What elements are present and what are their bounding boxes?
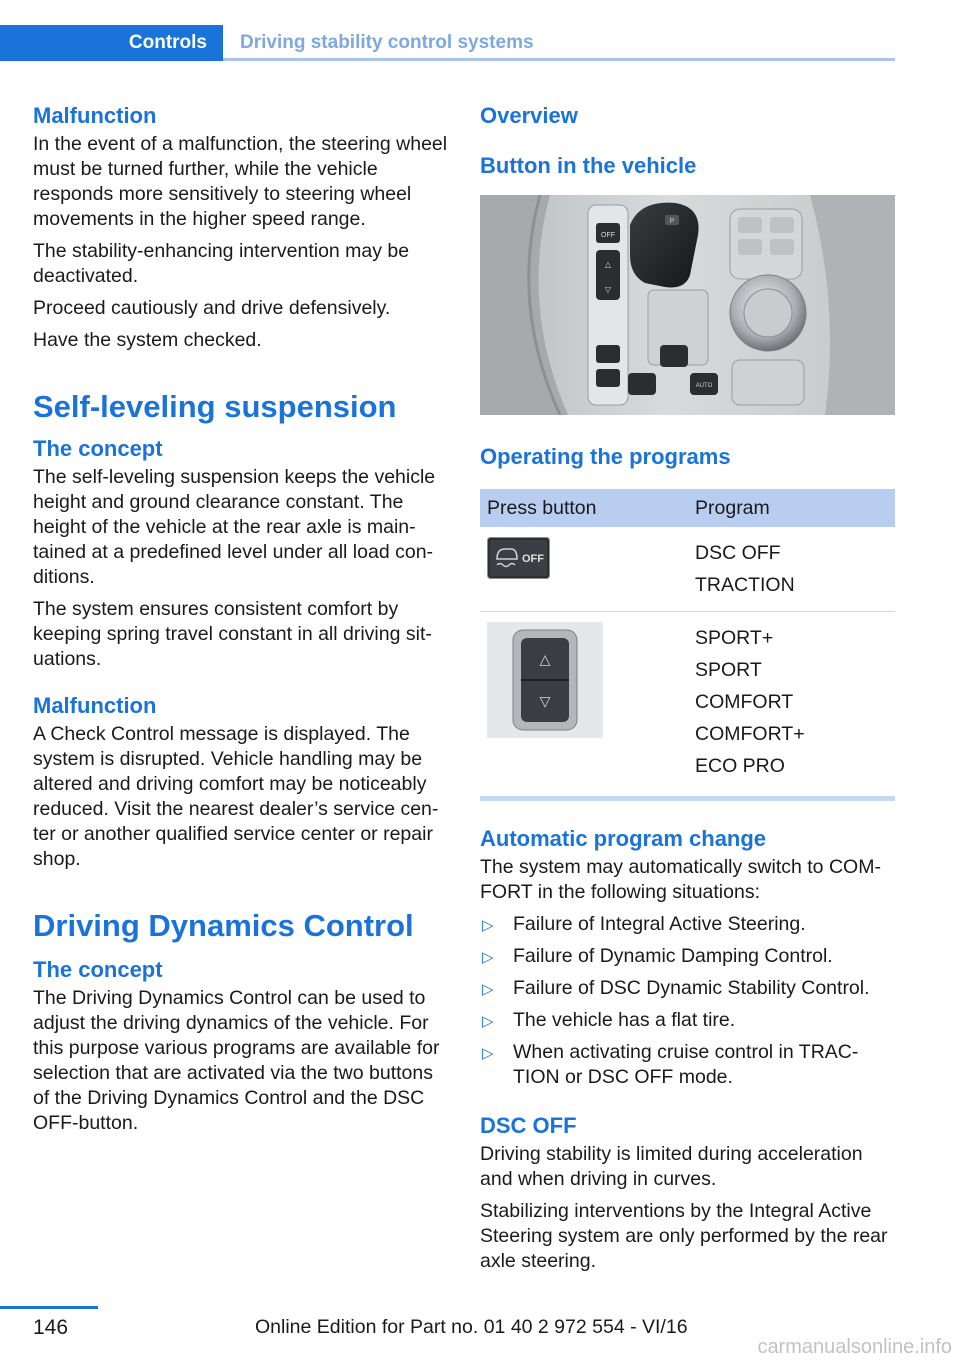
table-header-row [480,489,895,527]
dsc-off-programs-cell [688,527,895,612]
list-item: ▷ Failure of Dynamic Damping Control. [480,944,895,969]
mode-rocker-button-icon [487,622,603,738]
bullet-arrow-icon: ▷ [482,949,494,966]
footer-rule [0,1306,98,1309]
program-name: SPORT+ [695,627,774,649]
right-column [480,100,895,1274]
self-leveling-heading: Self-leveling suspension [33,389,397,424]
left-column [33,100,448,1136]
watermark: carmanualsonline.info [757,1336,952,1358]
photo-park-label: P [669,218,675,225]
dsc-off-button-cell [480,527,688,612]
sls-concept-paragraph: The system ensures consistent comfort by keeping spring travel constant in all driving situations. [33,598,432,670]
bullet-arrow-icon: ▷ [482,1045,494,1062]
auto-change-heading: Automatic program change [480,826,767,851]
svg-text:△: △ [604,260,612,269]
programs-table [480,489,895,792]
program-name: TRACTION [695,574,795,596]
malfunction-paragraph: The stability-enhancing intervention may be deactivated. [33,240,410,287]
ddc-concept-paragraph: The Driving Dynamics Control can be used to adjust the driving dynamics of the vehicle. For this purpose various programs are available for selection that are activated via the two buttons of the Driving Dynamics Control and the DSC OFF-button. [33,987,440,1134]
header-rule [223,58,895,61]
photo-off-label: OFF [601,232,615,239]
photo-auto-label: AUTO [695,383,713,389]
list-item: ▷ Failure of DSC Dynamic Stability Control. [480,976,895,1001]
mode-button-cell [480,612,688,793]
program-name: SPORT [695,659,762,681]
bullet-arrow-icon: ▷ [482,917,494,934]
edition-note: Online Edition for Part no. 01 40 2 972 554 - VI/16 [255,1316,688,1338]
page-header [0,25,895,61]
center-console-photo [480,195,895,415]
malfunction-paragraph: Have the system checked. [33,329,262,351]
bullet-arrow-icon: ▷ [482,981,494,998]
auto-change-paragraph: The system may automatically switch to COMFORT in the following situations: [480,856,881,903]
sls-malfunction-heading: Malfunction [33,693,157,718]
section-title: Driving stability control systems [240,32,534,53]
mode-programs-cell [688,612,895,793]
page-number: 146 [33,1316,69,1339]
auto-change-list [480,912,895,1090]
malfunction-paragraph: Proceed cautiously and drive defensively. [33,297,391,319]
column-header-press-button: Press button [480,489,688,527]
list-item: ▷ The vehicle has a flat tire. [480,1008,895,1033]
dsc-off-button-icon [487,537,550,579]
bullet-arrow-icon: ▷ [482,1013,494,1030]
dsc-off-heading: DSC OFF [480,1113,577,1138]
overview-heading: Overview [480,103,578,128]
table-row [480,612,895,793]
dsc-off-button-label: OFF [522,553,544,565]
program-name: COMFORT+ [695,723,805,745]
program-name: ECO PRO [695,755,785,777]
program-name: COMFORT [695,691,794,713]
ddc-heading: Driving Dynamics Control [33,908,414,943]
malfunction-paragraph: In the event of a malfunction, the steering wheel must be turned further, while the vehicle responds more sensitively to steering wheel movements in the higher speed range. [33,133,448,230]
sls-concept-heading: The concept [33,436,163,461]
svg-text:△: △ [539,652,551,668]
list-item: ▷ Failure of Integral Active Steering. [480,912,895,937]
column-header-program: Program [688,489,895,527]
chapter-tab[interactable]: Controls [0,25,223,61]
table-row [480,527,895,612]
program-name: DSC OFF [695,542,781,564]
ddc-concept-heading: The concept [33,957,163,982]
svg-text:▽: ▽ [539,694,551,710]
sls-concept-paragraph: The self-leveling suspension keeps the vehicle height and ground clearance constant. The height of the vehicle at the rear axle is maintained at a predefined level under all load conditions. [33,466,436,588]
button-in-vehicle-heading: Button in the vehicle [480,153,697,178]
dsc-off-paragraph: Driving stability is limited during acceleration and when driving in curves. [480,1143,863,1190]
svg-text:▽: ▽ [604,285,612,294]
list-item: ▷ When activating cruise control in TRACTION or DSC OFF mode. [482,1041,859,1088]
malfunction-heading: Malfunction [33,103,157,128]
operating-programs-heading: Operating the programs [480,444,731,469]
sls-malfunction-paragraph: A Check Control message is displayed. The system is disrupted. Vehicle handling may be altered and driving comfort may be noticeably reduced. Visit the nearest dealer’s service center or another qualified service center or repair shop. [33,723,439,870]
table-bottom-rule [480,796,895,801]
dsc-off-paragraph: Stabilizing interventions by the Integral Active Steering system are only performed by the rear axle steering. [480,1200,888,1272]
